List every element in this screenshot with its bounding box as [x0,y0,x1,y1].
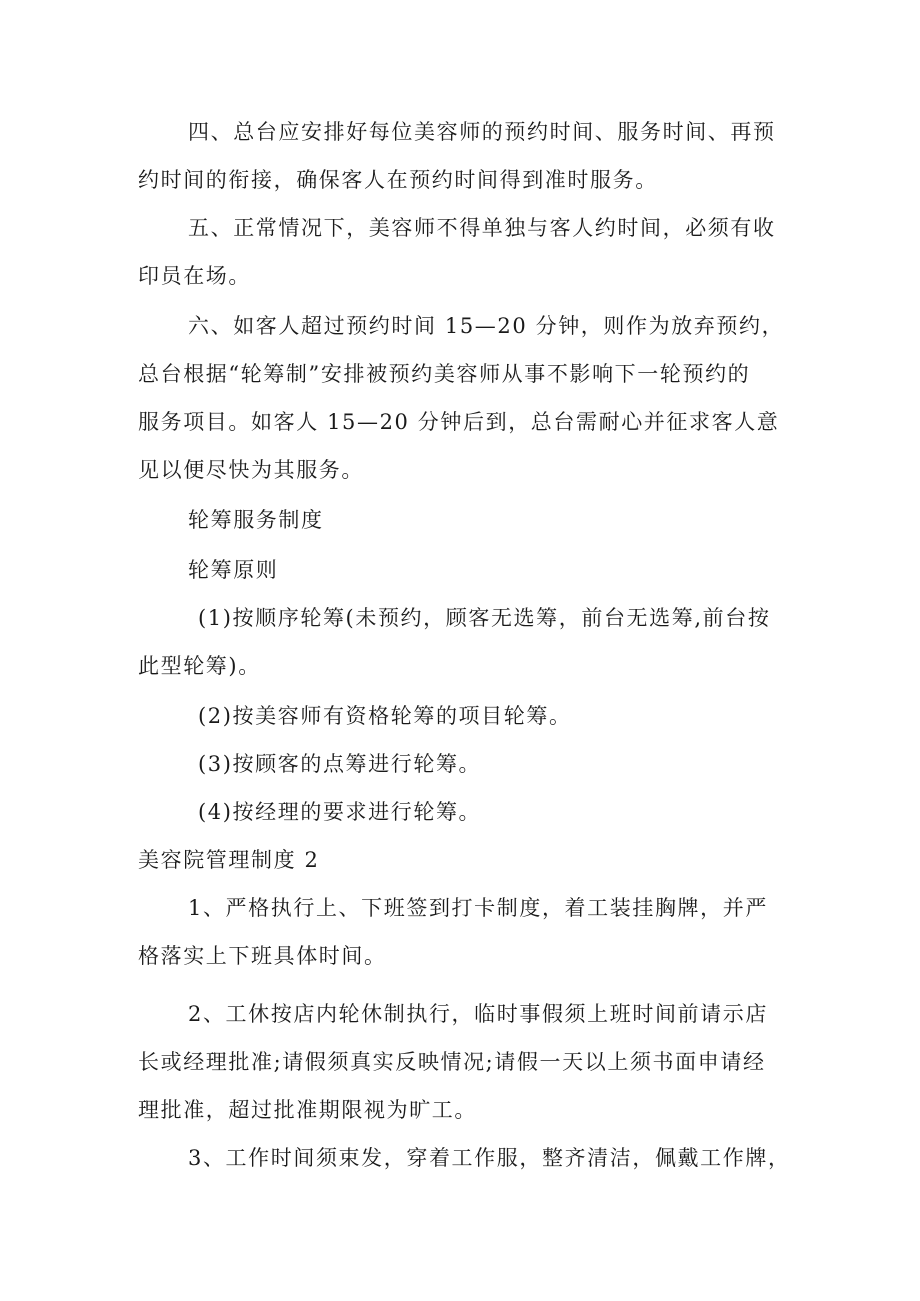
rule-1-line-2: 此型轮筹)。 [138,654,261,678]
section-heading-rotation-principle: 轮筹原则 [188,558,279,582]
item-2-line-3: 理批准，超过批准期限视为旷工。 [138,1098,477,1122]
paragraph-4-line-2: 约时间的衔接，确保客人在预约时间得到准时服务。 [138,168,658,192]
paragraph-6-line-2: 总台根据“轮筹制”安排被预约美容师从事不影响下一轮预约的 [138,362,751,386]
rule-1-line-1: (1)按顺序轮筹(未预约，顾客无选筹，前台无选筹,前台按 [198,606,771,630]
item-1-line-1: 1、严格执行上、下班签到打卡制度，着工装挂胸牌，并严 [188,896,768,920]
document-section-title-2: 美容院管理制度 2 [138,848,320,872]
paragraph-6-line-4: 见以便尽快为其服务。 [138,458,364,482]
item-2-line-1: 2、工休按店内轮休制执行，临时事假须上班时间前请示店 [188,1002,768,1026]
paragraph-5-line-2: 印员在场。 [138,264,251,288]
section-heading-rotation-service: 轮筹服务制度 [188,508,324,532]
paragraph-5-line-1: 五、正常情况下，美容师不得单独与客人约时间，必须有收 [188,216,776,240]
paragraph-6-line-1: 六、如客人超过预约时间 15—20 分钟，则作为放弃预约， [188,314,785,338]
rule-4: (4)按经理的要求进行轮筹。 [198,800,482,824]
rule-3: (3)按顾客的点筹进行轮筹。 [198,752,482,776]
item-2-line-2: 长或经理批准;请假须真实反映情况;请假一天以上须书面申请经 [138,1050,766,1074]
rule-2: (2)按美容师有资格轮筹的项目轮筹。 [198,704,572,728]
item-1-line-2: 格落实上下班具体时间。 [138,944,387,968]
paragraph-6-line-3: 服务项目。如客人 15—20 分钟后到，总台需耐心并征求客人意 [138,410,780,434]
item-3-line-1: 3、工作时间须束发，穿着工作服，整齐清洁，佩戴工作牌， [188,1146,791,1170]
paragraph-4-line-1: 四、总台应安排好每位美容师的预约时间、服务时间、再预 [188,120,776,144]
